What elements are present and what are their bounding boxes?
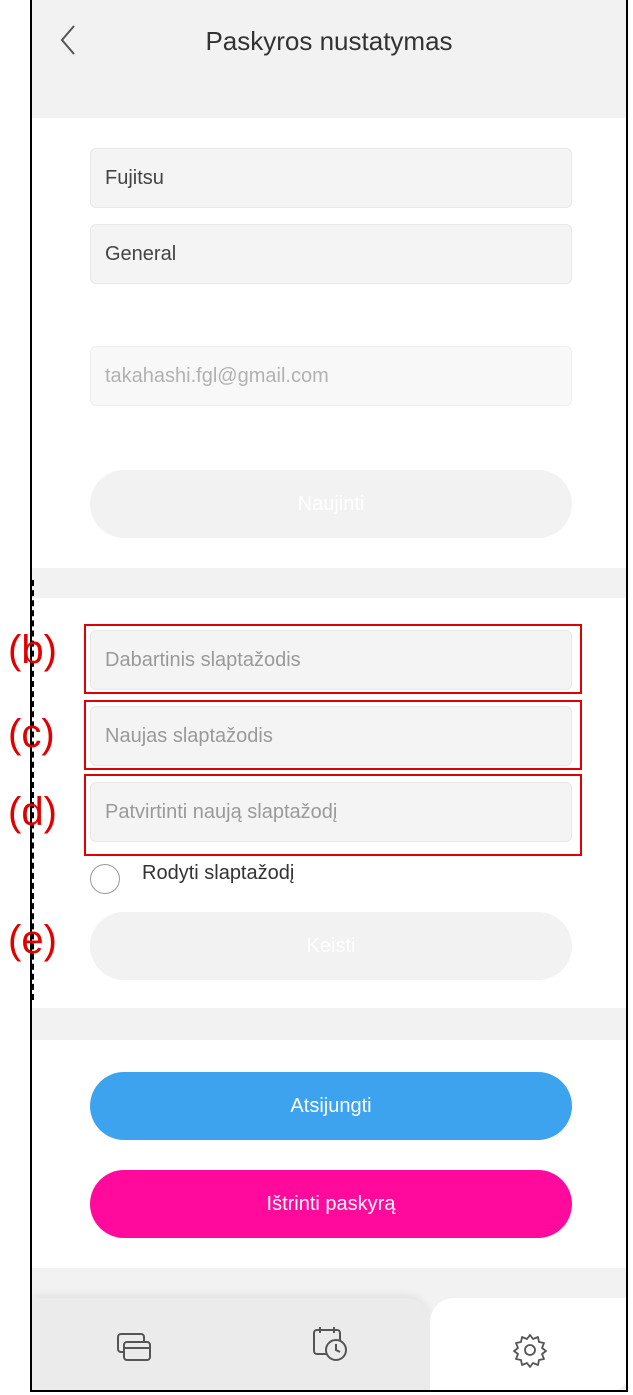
- annotation-box-c: [84, 700, 582, 770]
- tab-bar-background: [32, 1298, 430, 1392]
- account-actions-section: [32, 1040, 626, 1268]
- current-password-input[interactable]: Dabartinis slaptažodis: [90, 630, 572, 690]
- last-name-field[interactable]: General: [90, 224, 572, 284]
- email-field: takahashi.fgl@gmail.com: [90, 346, 572, 406]
- show-password-radio[interactable]: [90, 864, 120, 894]
- change-password-button[interactable]: Keisti: [90, 912, 572, 980]
- app-frame: [30, 0, 628, 1392]
- profile-section: [32, 118, 626, 568]
- first-name-field[interactable]: Fujitsu: [90, 148, 572, 208]
- annotation-box-b: [84, 624, 582, 694]
- show-password-label: Rodyti slaptažodį: [142, 862, 295, 884]
- confirm-password-input[interactable]: Patvirtinti naują slaptažodį: [90, 782, 572, 842]
- annotation-label-b: (b): [8, 628, 57, 672]
- annotation-box-d: [84, 774, 582, 856]
- new-password-input[interactable]: Naujas slaptažodis: [90, 706, 572, 766]
- update-button[interactable]: Naujinti: [90, 470, 572, 538]
- logout-button[interactable]: Atsijungti: [90, 1072, 572, 1140]
- devices-icon[interactable]: [114, 1328, 154, 1368]
- page-title: Paskyros nustatymas: [205, 26, 453, 56]
- annotation-label-d: (d): [8, 790, 57, 834]
- header: [32, 0, 626, 88]
- annotation-label-c: (c): [8, 712, 55, 756]
- annotation-label-e: (e): [8, 918, 57, 962]
- gear-icon[interactable]: [510, 1330, 550, 1370]
- timer-icon[interactable]: [310, 1324, 350, 1364]
- delete-account-button[interactable]: Ištrinti paskyrą: [90, 1170, 572, 1238]
